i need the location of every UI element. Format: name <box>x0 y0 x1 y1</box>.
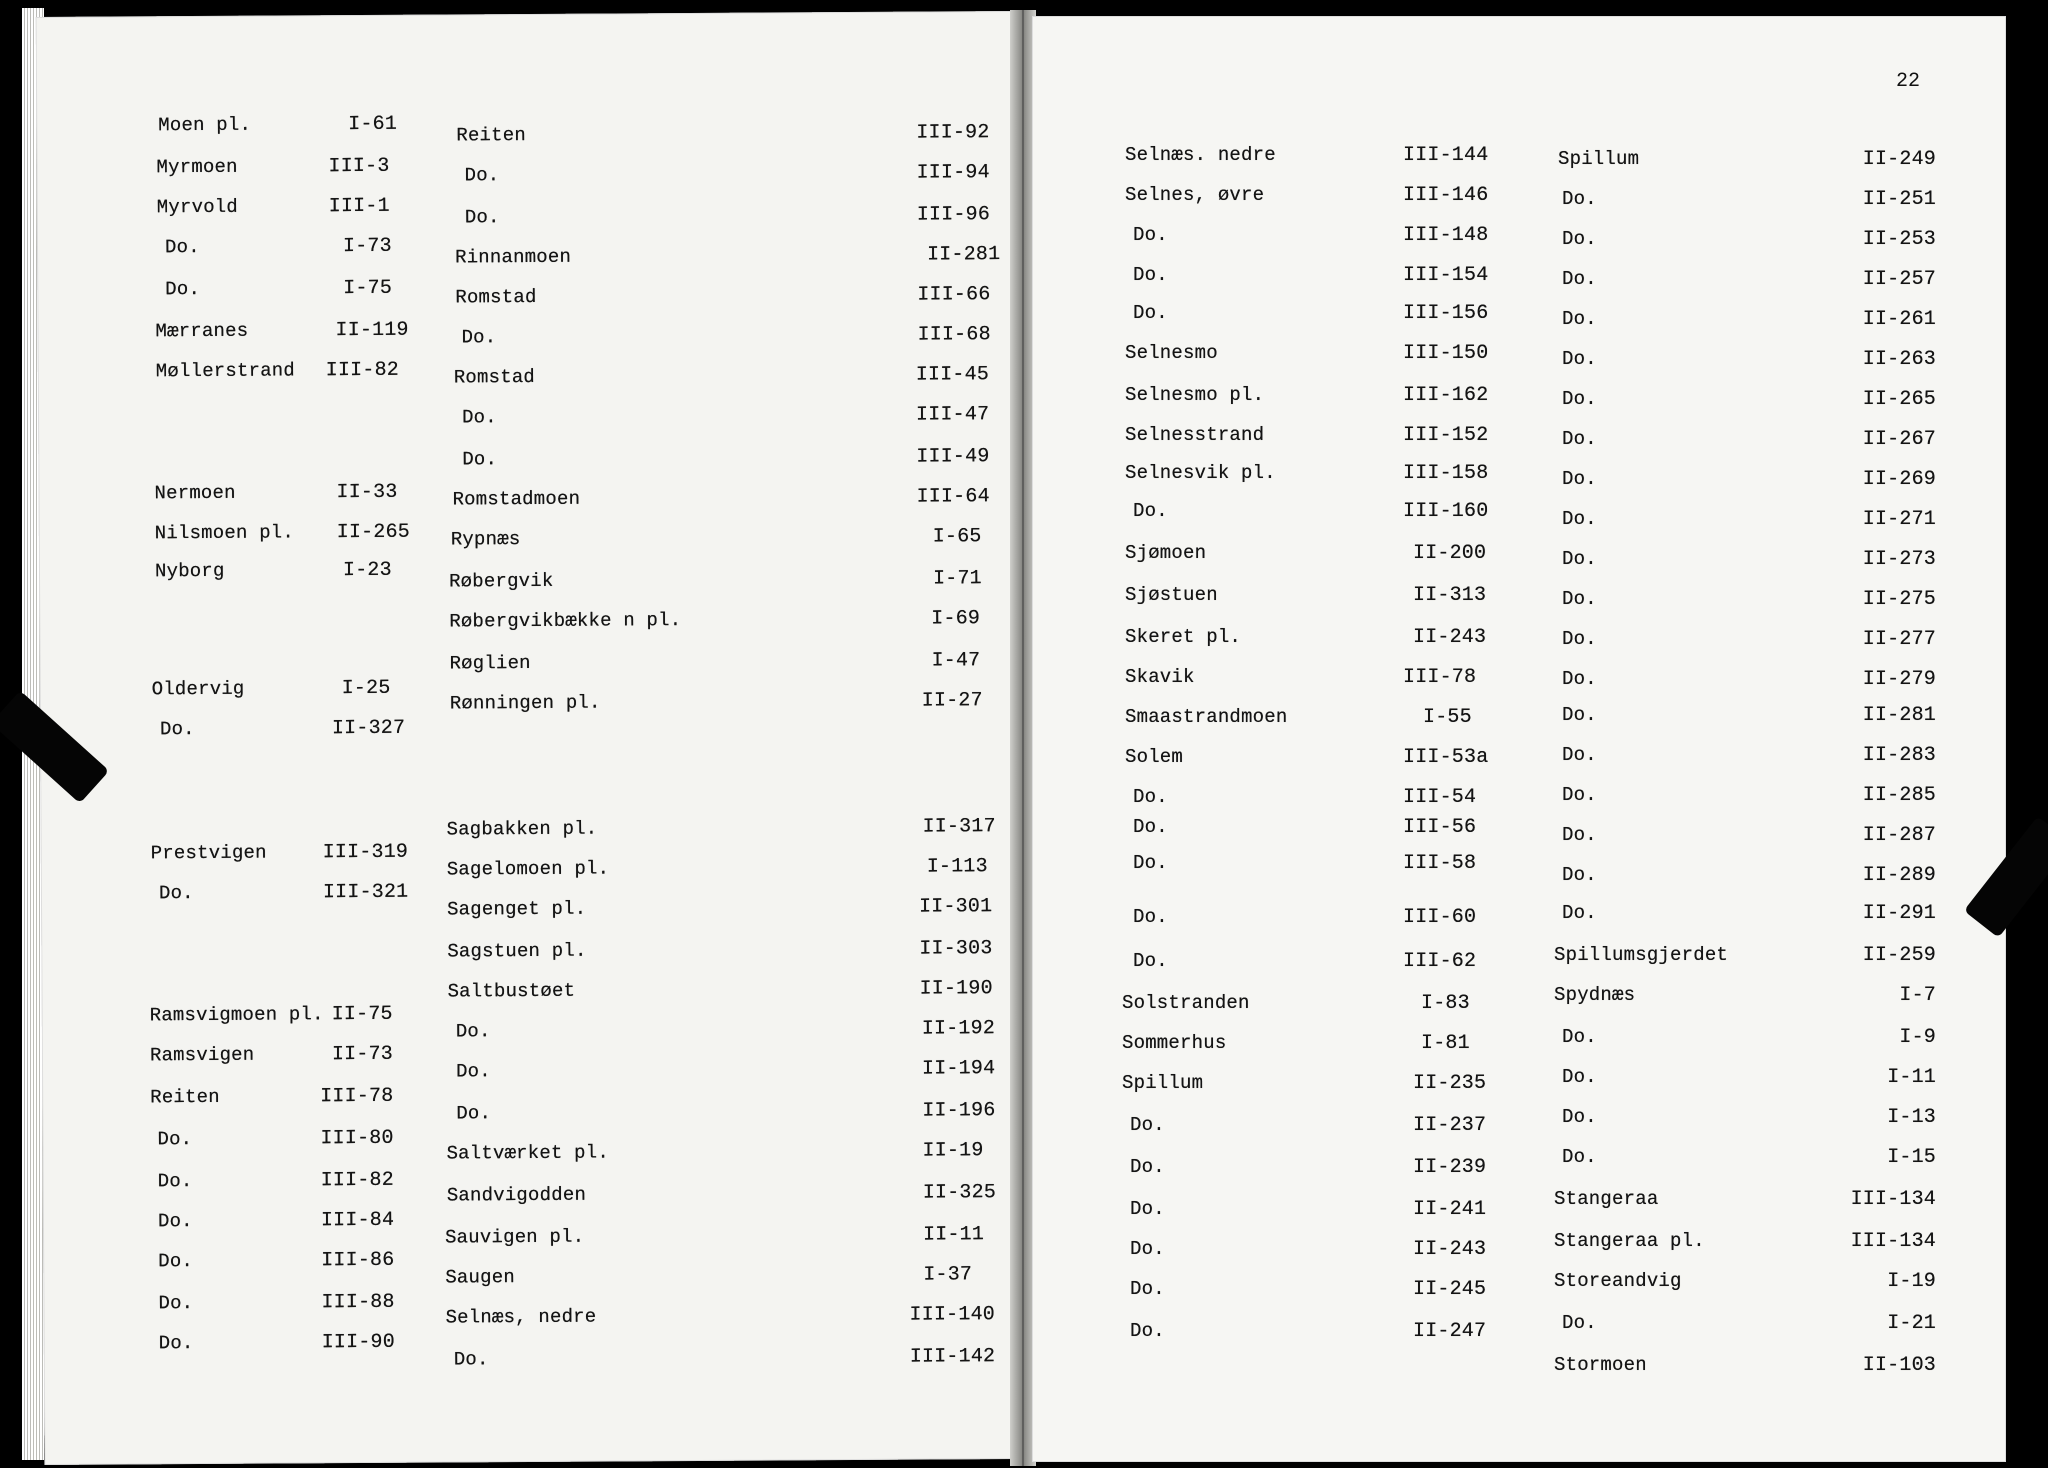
entry-reference: II-75 <box>331 1002 393 1027</box>
entry-name: Ramsvigmoen pl. <box>149 1003 324 1027</box>
entry-reference: III-49 <box>916 445 990 469</box>
entry-reference: II-245 <box>1413 1278 1487 1301</box>
entry-name: Selnesstrand <box>1125 424 1265 446</box>
entry-name: Stangeraa pl. <box>1554 1230 1705 1252</box>
entry-name: Saltbustøet <box>447 979 576 1003</box>
entry-reference: II-285 <box>1862 784 1936 807</box>
entry-name: Do. <box>157 1210 193 1233</box>
entry-reference: III-146 <box>1403 184 1489 207</box>
entry-reference: III-150 <box>1403 342 1489 365</box>
entry-name: Do. <box>1562 548 1597 570</box>
entry-name: Do. <box>1562 1026 1597 1048</box>
entry-reference: I-19 <box>1887 1270 1936 1293</box>
entry-reference: II-194 <box>921 1057 996 1081</box>
entry-name: Ramsvigen <box>149 1043 255 1067</box>
entry-reference: III-88 <box>321 1290 395 1315</box>
entry-reference: II-73 <box>331 1042 394 1067</box>
entry-reference: II-257 <box>1862 268 1936 291</box>
entry-name: Nyborg <box>154 559 225 583</box>
entry-name: Do. <box>1562 468 1597 490</box>
entry-reference: III-45 <box>915 363 990 387</box>
entry-reference: III-68 <box>917 323 991 347</box>
entry-name: Do. <box>464 164 500 187</box>
entry-name: Solstranden <box>1122 992 1250 1014</box>
entry-reference: II-279 <box>1862 668 1936 691</box>
entry-reference: I-65 <box>932 525 982 549</box>
entry-name: Reiten <box>456 124 527 147</box>
entry-reference: II-325 <box>922 1181 997 1205</box>
entry-name: Sagelomoen pl. <box>446 857 610 881</box>
entry-reference: I-11 <box>1887 1066 1936 1089</box>
entry-name: Do. <box>1133 264 1168 286</box>
entry-name: Do. <box>1562 188 1597 210</box>
entry-name: Do. <box>158 882 194 905</box>
entry-reference: III-58 <box>1403 852 1477 875</box>
entry-reference: II-259 <box>1862 944 1936 967</box>
entry-name: Rinnanmoen <box>454 245 572 269</box>
entry-name: Saugen <box>445 1266 515 1289</box>
entry-reference: III-90 <box>321 1330 395 1355</box>
entry-reference: II-247 <box>1413 1320 1487 1343</box>
entry-reference: III-144 <box>1403 144 1489 167</box>
entry-name: Smaastrandmoen <box>1125 706 1288 728</box>
entry-reference: III-78 <box>1403 666 1477 689</box>
entry-reference: II-313 <box>1413 584 1487 607</box>
entry-reference: I-9 <box>1899 1026 1936 1049</box>
entry-reference: II-253 <box>1862 228 1936 251</box>
entry-name: Do. <box>158 1292 194 1315</box>
entry-reference: III-82 <box>320 1168 394 1193</box>
entry-reference: I-73 <box>342 234 392 259</box>
entry-reference: III-54 <box>1403 786 1477 809</box>
entry-name: Do. <box>455 1060 491 1083</box>
entry-name: Do. <box>1562 1066 1597 1088</box>
entry-reference: II-200 <box>1413 542 1487 565</box>
entry-name: Do. <box>1130 1156 1165 1178</box>
entry-reference: II-327 <box>331 716 406 741</box>
entry-name: Selnesmo <box>1125 342 1218 364</box>
entry-reference: III-92 <box>916 121 990 145</box>
entry-reference: II-235 <box>1413 1072 1487 1095</box>
entry-reference: III-134 <box>1850 1230 1936 1253</box>
entry-name: Nilsmoen pl. <box>154 521 295 545</box>
entry-reference: I-75 <box>343 276 393 301</box>
entry-reference: II-281 <box>1862 704 1936 727</box>
entry-reference: II-281 <box>926 243 1001 267</box>
entry-name: Do. <box>1130 1114 1165 1136</box>
entry-reference: I-55 <box>1423 706 1472 729</box>
entry-name: Reiten <box>150 1085 220 1109</box>
entry-reference: II-239 <box>1413 1156 1487 1179</box>
entry-name: Sjømoen <box>1125 542 1207 564</box>
entry-name: Do. <box>1133 786 1168 808</box>
entry-reference: I-71 <box>932 567 982 591</box>
entry-name: Spillum <box>1122 1072 1204 1094</box>
entry-reference: II-241 <box>1413 1198 1487 1221</box>
entry-name: Sagenget pl. <box>446 897 587 921</box>
entry-name: Do. <box>1562 704 1597 726</box>
entry-reference: II-269 <box>1862 468 1936 491</box>
entry-reference: III-148 <box>1403 224 1489 247</box>
entry-name: Selnæs, nedre <box>445 1305 597 1329</box>
entry-name: Do. <box>159 718 195 741</box>
entry-name: Do. <box>1562 388 1597 410</box>
entry-name: Sandvigodden <box>446 1183 587 1207</box>
entry-name: Do. <box>1562 588 1597 610</box>
entry-name: Do. <box>1133 500 1168 522</box>
entry-name: Do. <box>461 406 497 429</box>
entry-reference: III-1 <box>328 194 390 219</box>
entry-reference: II-243 <box>1413 626 1487 649</box>
entry-reference: III-321 <box>322 880 409 905</box>
entry-name: Do. <box>455 1020 491 1043</box>
entry-name: Møllerstrand <box>155 359 296 383</box>
entry-reference: I-15 <box>1887 1146 1936 1169</box>
entry-name: Spydnæs <box>1554 984 1636 1006</box>
left-page <box>36 11 1021 1465</box>
entry-name: Myrvold <box>156 195 239 219</box>
entry-reference: III-140 <box>909 1303 996 1327</box>
entry-reference: II-243 <box>1413 1238 1487 1261</box>
entry-reference: II-27 <box>921 689 983 713</box>
entry-reference: I-13 <box>1887 1106 1936 1129</box>
entry-name: Prestvigen <box>150 841 267 865</box>
entry-name: Solem <box>1125 746 1184 768</box>
entry-name: Romstad <box>455 285 537 309</box>
entry-reference: III-162 <box>1403 384 1489 407</box>
entry-name: Do. <box>1562 628 1597 650</box>
entry-reference: II-11 <box>922 1223 985 1247</box>
entry-name: Do. <box>1562 1312 1597 1334</box>
entry-reference: I-69 <box>931 607 981 631</box>
entry-reference: III-94 <box>916 161 990 185</box>
entry-name: Spillum <box>1558 148 1640 170</box>
entry-reference: I-7 <box>1899 984 1936 1007</box>
entry-reference: III-78 <box>320 1084 394 1109</box>
entry-name: Do. <box>1562 228 1597 250</box>
entry-name: Røbergvik <box>448 569 554 593</box>
entry-name: Myrmoen <box>156 155 238 179</box>
entry-reference: II-261 <box>1862 308 1936 331</box>
entry-reference: III-56 <box>1403 816 1477 839</box>
entry-reference: III-158 <box>1403 462 1489 485</box>
entry-reference: I-25 <box>341 676 391 701</box>
entry-reference: II-291 <box>1862 902 1936 925</box>
entry-name: Do. <box>165 277 201 301</box>
entry-reference: II-119 <box>335 318 409 343</box>
entry-reference: III-142 <box>909 1345 996 1369</box>
entry-name: Do. <box>456 1102 492 1125</box>
entry-reference: III-152 <box>1403 424 1489 447</box>
entry-reference: II-192 <box>921 1017 996 1041</box>
entry-reference: III-66 <box>917 283 991 307</box>
entry-reference: III-86 <box>321 1248 395 1273</box>
entry-name: Selnesvik pl. <box>1125 462 1276 484</box>
entry-name: Røbergvikbække n pl. <box>449 609 682 633</box>
entry-reference: I-23 <box>342 558 392 583</box>
entry-reference: II-301 <box>918 895 993 919</box>
entry-name: Selnesmo pl. <box>1125 384 1265 406</box>
entry-reference: II-19 <box>922 1139 984 1163</box>
entry-name: Sauvigen pl. <box>444 1225 585 1249</box>
entry-reference: I-83 <box>1421 992 1470 1015</box>
entry-name: Romstad <box>453 365 536 389</box>
entry-name: Do. <box>1562 668 1597 690</box>
entry-name: Do. <box>1562 1106 1597 1128</box>
entry-name: Moen pl. <box>158 113 252 137</box>
entry-name: Do. <box>1130 1198 1165 1220</box>
entry-name: Do. <box>1562 864 1597 886</box>
entry-reference: II-277 <box>1862 628 1936 651</box>
entry-reference: II-249 <box>1862 148 1936 171</box>
entry-name: Do. <box>1562 1146 1597 1168</box>
entry-reference: II-263 <box>1862 348 1936 371</box>
entry-reference: III-319 <box>322 840 409 865</box>
entry-name: Skavik <box>1125 666 1195 688</box>
entry-name: Spillumsgjerdet <box>1554 944 1729 966</box>
entry-name: Do. <box>1130 1278 1165 1300</box>
entry-reference: III-53a <box>1403 746 1489 769</box>
entry-name: Do. <box>1562 902 1597 924</box>
entry-name: Do. <box>1130 1320 1165 1342</box>
entry-name: Do. <box>158 1250 194 1273</box>
entry-reference: I-113 <box>926 855 988 879</box>
entry-reference: II-251 <box>1862 188 1936 211</box>
entry-name: Do. <box>1562 308 1597 330</box>
entry-name: Do. <box>462 448 498 471</box>
entry-reference: III-134 <box>1850 1188 1936 1211</box>
entry-reference: II-237 <box>1413 1114 1487 1137</box>
entry-name: Saltværket pl. <box>446 1141 610 1165</box>
entry-reference: III-3 <box>328 154 390 179</box>
entry-name: Do. <box>157 1170 193 1193</box>
entry-name: Rønningen pl. <box>449 691 601 715</box>
entry-reference: II-271 <box>1862 508 1936 531</box>
entry-name: Do. <box>157 1128 193 1151</box>
entry-reference: III-62 <box>1403 950 1477 973</box>
entry-name: Selnes, øvre <box>1125 184 1265 206</box>
entry-reference: II-196 <box>922 1099 996 1123</box>
entry-name: Stormoen <box>1554 1354 1647 1376</box>
entry-name: Do. <box>453 1348 489 1371</box>
entry-name: Skeret pl. <box>1125 626 1242 648</box>
entry-reference: II-289 <box>1862 864 1936 887</box>
entry-name: Sjøstuen <box>1125 584 1218 606</box>
entry-reference: II-273 <box>1862 548 1936 571</box>
entry-reference: III-156 <box>1403 302 1489 325</box>
entry-reference: III-80 <box>320 1126 394 1151</box>
entry-reference: II-265 <box>1862 388 1936 411</box>
entry-name: Do. <box>1562 268 1597 290</box>
page-number: 22 <box>1895 70 1920 93</box>
entry-name: Do. <box>1562 428 1597 450</box>
entry-name: Romstadmoen <box>452 487 581 511</box>
entry-name: Stangeraa <box>1554 1188 1659 1210</box>
entry-name: Nermoen <box>154 481 236 505</box>
entry-name: Oldervig <box>151 677 245 701</box>
entry-reference: II-317 <box>922 815 996 839</box>
entry-reference: I-21 <box>1887 1312 1936 1335</box>
entry-reference: III-47 <box>915 403 990 427</box>
entry-name: Do. <box>1133 816 1168 838</box>
entry-reference: II-267 <box>1862 428 1936 451</box>
entry-name: Do. <box>1133 224 1168 246</box>
entry-name: Do. <box>1133 950 1168 972</box>
entry-reference: III-160 <box>1403 500 1489 523</box>
entry-reference: I-61 <box>348 112 398 137</box>
entry-reference: II-287 <box>1862 824 1936 847</box>
entry-name: Do. <box>1133 302 1168 324</box>
entry-name: Do. <box>1562 784 1597 806</box>
entry-name: Storeandvig <box>1554 1270 1682 1292</box>
entry-reference: I-81 <box>1421 1032 1470 1055</box>
entry-reference: III-84 <box>320 1208 395 1233</box>
entry-reference: II-265 <box>336 520 411 545</box>
entry-name: Do. <box>164 235 200 259</box>
entry-reference: I-47 <box>931 649 981 673</box>
entry-reference: II-190 <box>919 977 993 1001</box>
entry-reference: III-60 <box>1403 906 1477 929</box>
entry-name: Selnæs. nedre <box>1125 144 1276 166</box>
entry-name: Sommerhus <box>1122 1032 1227 1054</box>
entry-name: Do. <box>1562 348 1597 370</box>
entry-reference: III-154 <box>1403 264 1489 287</box>
entry-name: Mærranes <box>155 319 249 343</box>
entry-reference: III-64 <box>916 485 990 509</box>
entry-reference: II-303 <box>919 937 993 961</box>
entry-reference: I-37 <box>923 1263 973 1287</box>
entry-reference: II-33 <box>336 480 398 505</box>
entry-reference: II-103 <box>1862 1354 1936 1377</box>
entry-name: Do. <box>1562 744 1597 766</box>
entry-reference: III-82 <box>325 358 400 383</box>
entry-name: Do. <box>1562 508 1597 530</box>
right-page <box>1032 16 2006 1462</box>
entry-name: Røglien <box>449 651 531 675</box>
entry-name: Do. <box>1130 1238 1165 1260</box>
entry-name: Do. <box>158 1332 194 1355</box>
entry-name: Sagbakken pl. <box>446 817 598 841</box>
entry-name: Do. <box>464 206 500 229</box>
entry-name: Rypnæs <box>450 528 521 551</box>
entry-name: Do. <box>1562 824 1597 846</box>
entry-name: Do. <box>1133 906 1168 928</box>
entry-reference: II-275 <box>1862 588 1936 611</box>
entry-name: Do. <box>461 326 497 349</box>
entry-name: Sagstuen pl. <box>447 939 587 963</box>
entry-reference: III-96 <box>916 203 991 227</box>
entry-reference: II-283 <box>1862 744 1936 767</box>
entry-name: Do. <box>1133 852 1168 874</box>
